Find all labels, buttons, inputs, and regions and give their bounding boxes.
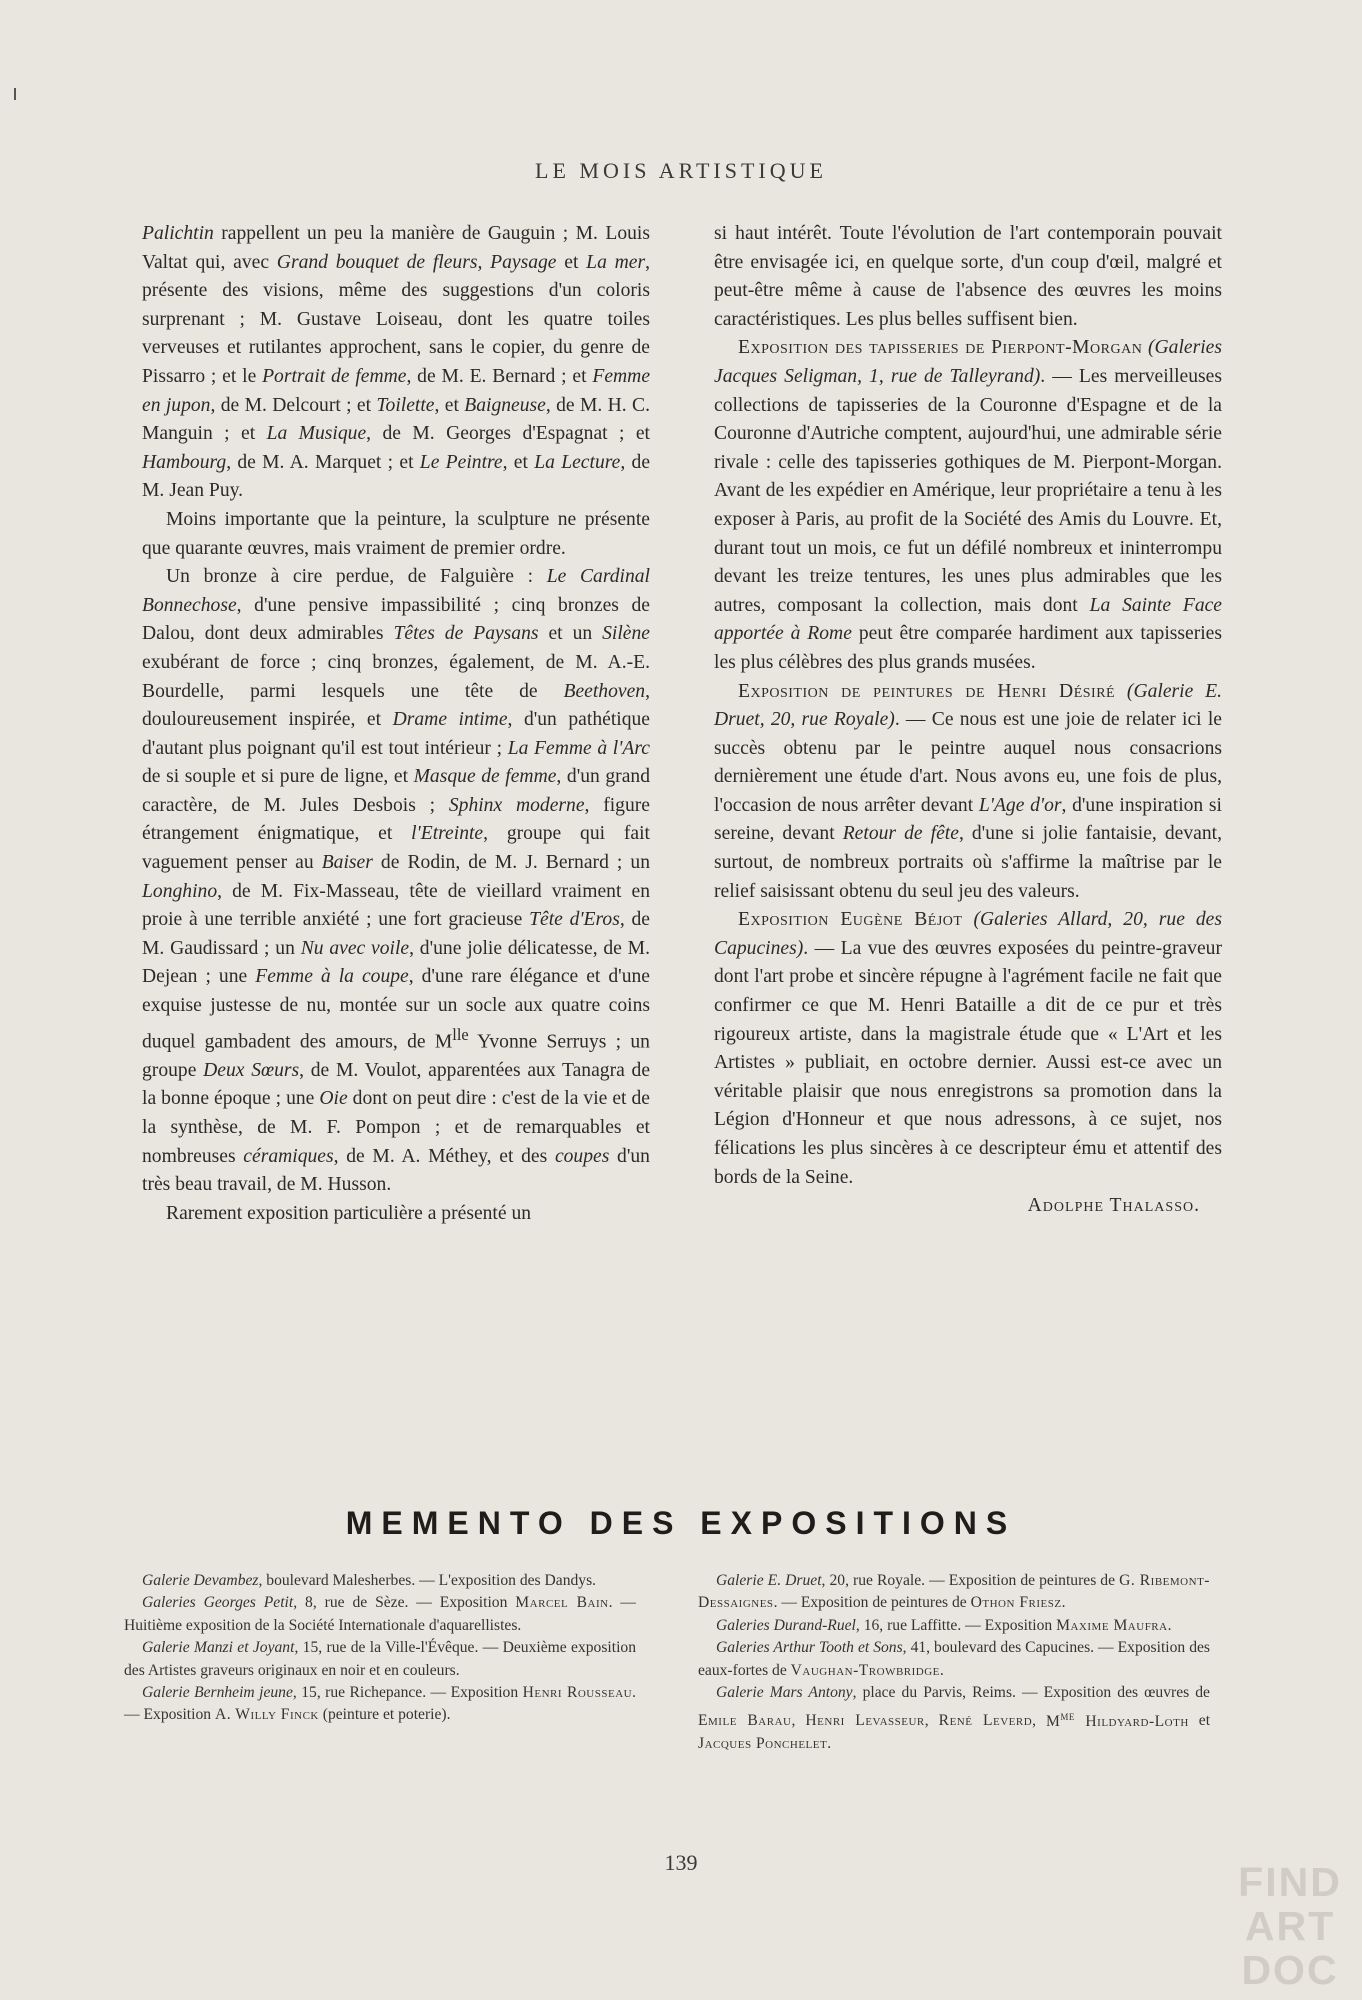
article-left-column bbox=[142, 220, 650, 1228]
page-edge-mark bbox=[14, 88, 16, 100]
memento-listing bbox=[124, 1570, 1210, 1755]
article-paragraph: Palichtin rappellent un peu la manière de Gauguin ; M. Louis Valtat qui, avec Grand bouquet de fleurs, Paysage et La mer, présente des visions, même des suggestions d'un coloris surprenant ; M. Gustave Loiseau, dont les quatre toiles verveuses et rutilantes approchent, sans le copier, du genre de Pissarro ; et le Portrait de femme, de M. E. Bernard ; et Femme en jupon, de M. Delcourt ; et Toilette, et Baigneuse, de M. H. C. Manguin ; et La Musique, de M. Georges d'Espagnat ; et Hambourg, de M. A. Marquet ; et Le Peintre, et La Lecture, de M. Jean Puy. bbox=[142, 223, 651, 502]
article-paragraph: si haut intérêt. Toute l'évolution de l'art contemporain pouvait être envisagée ici, en quelque sorte, d'un coup d'œil, malgré et peut-être même à cause de l'absence des œuvres les moins caractéristiques. Les plus belles suffisent bien. bbox=[714, 223, 1222, 330]
article-paragraph: Moins importante que la peinture, la sculpture ne présente que quarante œuvres, mais vraiment de premier ordre. bbox=[142, 508, 650, 559]
running-head: LE MOIS ARTISTIQUE bbox=[535, 158, 827, 183]
article-columns bbox=[142, 220, 1222, 1228]
page-number: 139 bbox=[664, 1850, 698, 1875]
memento-entry: Galerie E. Druet, 20, rue Royale. — Exposition de peintures de G. Ribemont-Dessaignes. — Exposition de peintures de Othon Friesz. bbox=[698, 1572, 1210, 1612]
memento-entry: Galerie Devambez, boulevard Malesherbes. — L'exposition des Dandys. bbox=[142, 1572, 597, 1589]
article-right-column bbox=[714, 220, 1222, 1228]
article-paragraph: Exposition des tapisseries de Pierpont-Morgan (Galeries Jacques Seligman, 1, rue de Talleyrand). — Les merveilleuses collections de tapisseries de la Couronne d'Espagne et de la Couronne d'Autriche comptent, aujourd'hui, une admirable série rivale : celle des tapisseries gothiques de M. Pierpont-Morgan. Avant de les expédier en Amérique, leur propriétaire a tenu à les exposer à Paris, au profit de la Société des Amis du Louvre. Et, durant tout un mois, ce fut un défilé nombreux et ininterrompu devant les treize tentures, les unes plus admirables que les autres, composant la collection, mais dont La Sainte Face apportée à Rome peut être comparée hardiment aux tapisseries les plus célèbres des plus grands musées. bbox=[714, 337, 1223, 673]
article-paragraph: Exposition de peintures de Henri Désiré (Galerie E. Druet, 20, rue Royale). — Ce nous est une joie de relater ici le succès obtenu par le peintre auquel nous consacrions dernièrement une étude d'art. Nous avons eu, une fois de plus, l'occasion de nous arrêter devant L'Age d'or, d'une inspiration si sereine, devant Retour de fête, d'une si jolie fantaisie, devant, surtout, de nombreux portraits où s'affirme la maîtrise par le relief saisissant obtenu du seul jeu des valeurs. bbox=[714, 680, 1223, 902]
article-paragraph: Rarement exposition particulière a présenté un bbox=[166, 1202, 532, 1224]
memento-entry: Galeries Georges Petit, 8, rue de Sèze. — Exposition Marcel Bain. — Huitième exposition de la Société Internationale d'aquarellistes. bbox=[124, 1594, 636, 1634]
article-paragraph: Un bronze à cire perdue, de Falguière : Le Cardinal Bonnechose, d'une pensive impassibilité ; cinq bronzes de Dalou, dont deux admirables Têtes de Paysans et un Silène exubérant de force ; cinq bronzes, également, de M. A.-E. Bourdelle, parmi lesquels une tête de Beethoven, douloureusement inspirée, et Drame intime, d'un pathétique d'autant plus poignant qu'il est tout intérieur ; La Femme à l'Arc de si souple et si pure de ligne, et Masque de femme, d'un grand caractère, de M. Jules Desbois ; Sphinx moderne, figure étrangement énigmatique, et l'Etreinte, groupe qui fait vaguement penser au Baiser de Rodin, de M. J. Bernard ; un Longhino, de M. Fix-Masseau, tête de vieillard vraiment en proie à une terrible anxiété ; une fort gracieuse Tête d'Eros, de M. Gaudissard ; un Nu avec voile, d'une jolie délicatesse, de M. Dejean ; une Femme à la coupe, d'une rare élégance et d'une exquise justesse de nu, montée sur un socle aux quatre coins duquel gambadent des amours, de $M^{lle}$ Yvonne Serruys ; un groupe Deux Sœurs, de M. Voulot, apparentées aux Tanagra de la bonne époque ; une Oie dont on peut dire : c'est de la vie et de la synthèse, de M. F. Pompon ; et de remarquables et nombreuses céramiques, de M. A. Méthey, et des coupes d'un très beau travail, de M. Husson. bbox=[142, 566, 651, 1196]
memento-right-column bbox=[698, 1570, 1210, 1755]
watermark-line: FIND bbox=[1238, 1859, 1342, 1905]
memento-left-column bbox=[124, 1570, 636, 1755]
article-paragraph: Exposition Eugène Béjot (Galeries Allard, 20, rue des Capucines). — La vue des œuvres exposées du peintre-graveur dont l'art probe et sincère répugne à l'agrément facile ne fait que confirmer ce que M. Henri Bataille a dit de ce pur et très rigoureux artiste, dans la magistrale étude que « L'Art et les Artistes » publiait, en octobre dernier. Aussi est-ce avec un véritable plaisir que nous enregistrons sa promotion dans la Légion d'Honneur et que nous adressons, à ce sujet, nos félications les plus sincères à ce descripteur ému et attentif des bords de la Seine. bbox=[714, 909, 1223, 1188]
memento-entry: Galerie Manzi et Joyant, 15, rue de la Ville-l'Évêque. — Deuxième exposition des Artistes graveurs originaux en noir et en couleurs. bbox=[124, 1639, 637, 1679]
author-signature: Adolphe Thalasso. bbox=[1027, 1195, 1200, 1217]
memento-entry: Galeries Arthur Tooth et Sons, 41, boulevard des Capucines. — Exposition des eaux-fortes de Vaughan-Trowbridge. bbox=[698, 1639, 1210, 1679]
memento-entry: Galerie Mars Antony, place du Parvis, Reims. — Exposition des œuvres de Emile Barau, Henri Levasseur, René Leverd, $M^{me}$ Hildyard-Loth et Jacques Ponchelet. bbox=[698, 1684, 1211, 1753]
findartdoc-watermark bbox=[1226, 1860, 1354, 1992]
memento-title: MEMENTO DES EXPOSITIONS bbox=[345, 1505, 1017, 1541]
memento-entry: Galeries Durand-Ruel, 16, rue Laffitte. — Exposition Maxime Maufra. bbox=[716, 1616, 1172, 1634]
memento-entry: Galerie Bernheim jeune, 15, rue Richepance. — Exposition Henri Rousseau. — Exposition A. Willy Finck (peinture et poterie). bbox=[124, 1684, 636, 1724]
watermark-line: DOC bbox=[1241, 1947, 1339, 1993]
watermark-line: ART bbox=[1244, 1903, 1336, 1949]
